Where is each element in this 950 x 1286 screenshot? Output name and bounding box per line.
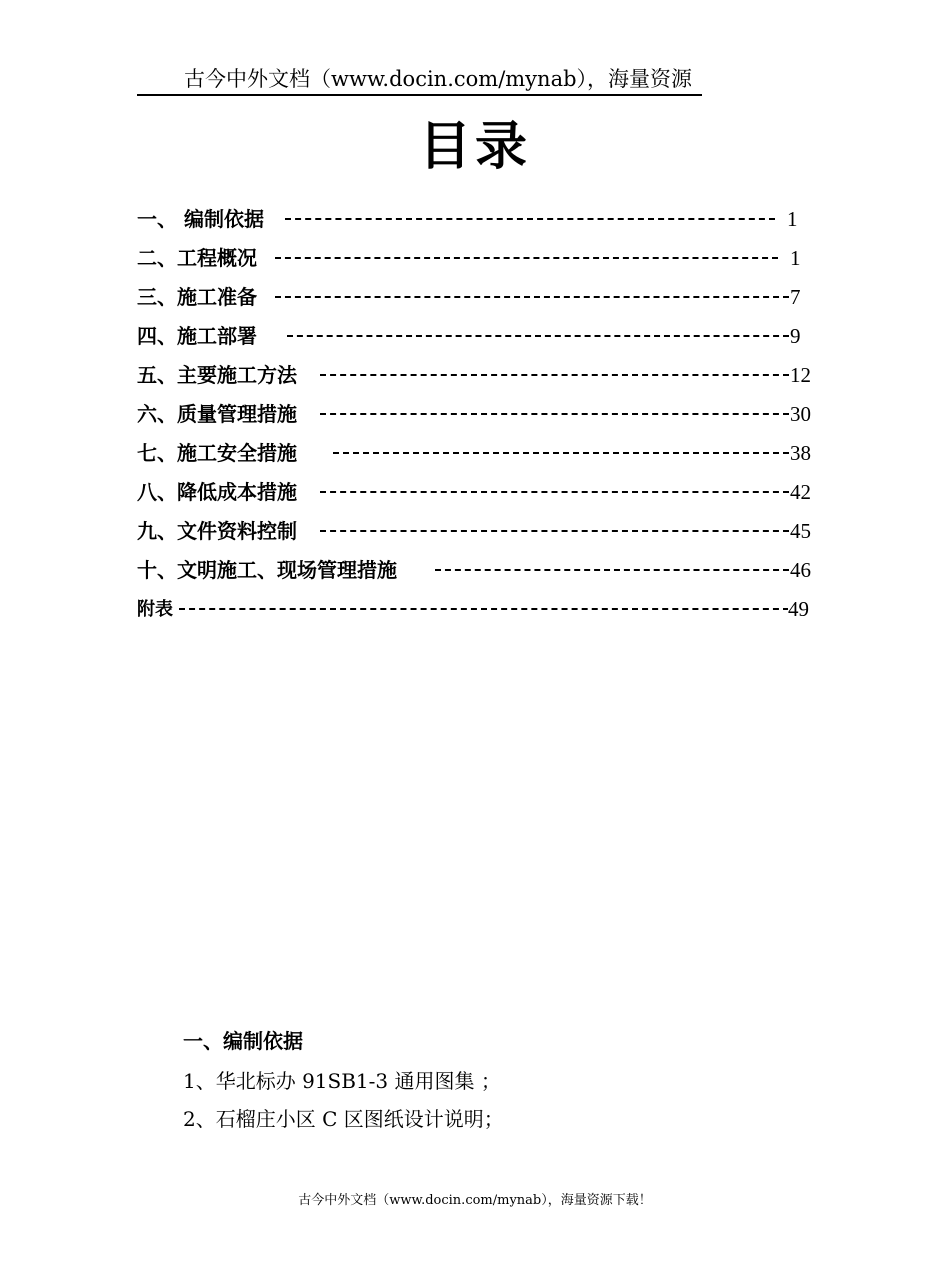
toc-entry-page: 12	[790, 356, 811, 395]
toc-entry[interactable]	[137, 590, 817, 629]
toc-entry-label: 九、文件资料控制	[137, 512, 299, 551]
toc-entry[interactable]	[137, 434, 817, 473]
toc-leader	[320, 491, 789, 493]
toc-entry-label: 附表	[137, 590, 175, 629]
toc-leader	[275, 257, 778, 259]
toc-entry-label: 四、施工部署	[137, 317, 259, 356]
section-heading: 一、编制依据	[183, 1029, 303, 1053]
header-text: 古今中外文档（www.docin.com/mynab），海量资源	[184, 67, 693, 91]
toc-leader	[287, 335, 789, 337]
toc-leader	[333, 452, 789, 454]
toc-entry[interactable]	[137, 239, 817, 278]
toc-entry-page: 45	[790, 512, 811, 551]
toc-entry-page: 38	[790, 434, 811, 473]
toc-leader	[285, 218, 775, 220]
toc-entry-label: 一、 编制依据	[137, 200, 266, 239]
toc-leader	[435, 569, 789, 571]
toc-entry-page: 30	[790, 395, 811, 434]
document-title: 目录	[418, 117, 531, 177]
basis-item: 1、华北标办 91SB1-3 通用图集 ；	[183, 1069, 501, 1093]
toc-entry-label: 七、施工安全措施	[137, 434, 299, 473]
toc-entry[interactable]	[137, 473, 817, 512]
toc-entry[interactable]	[137, 200, 817, 239]
toc-entry-page: 49	[788, 590, 809, 629]
basis-item: 2、石榴庄小区 C 区图纸设计说明；	[183, 1107, 504, 1131]
toc-entry-label: 十、文明施工、现场管理措施	[137, 551, 399, 590]
toc-entry-label: 六、质量管理措施	[137, 395, 299, 434]
toc-entry[interactable]	[137, 512, 817, 551]
toc-leader	[320, 374, 789, 376]
toc-entry-label: 五、主要施工方法	[137, 356, 299, 395]
toc-entry-page: 7	[790, 278, 801, 317]
toc-entry-page: 1	[790, 239, 801, 278]
toc-entry[interactable]	[137, 551, 817, 590]
toc-leader	[320, 413, 789, 415]
toc-entry[interactable]	[137, 278, 817, 317]
toc-leader	[320, 530, 789, 532]
table-of-contents	[137, 200, 817, 629]
toc-leader	[179, 608, 789, 610]
toc-entry[interactable]	[137, 356, 817, 395]
toc-entry-label: 二、工程概况	[137, 239, 259, 278]
toc-entry[interactable]	[137, 317, 817, 356]
toc-entry-page: 42	[790, 473, 811, 512]
toc-entry[interactable]	[137, 395, 817, 434]
toc-entry-label: 八、降低成本措施	[137, 473, 299, 512]
page-header	[137, 64, 702, 96]
toc-entry-page: 9	[790, 317, 801, 356]
toc-entry-label: 三、施工准备	[137, 278, 259, 317]
page-footer: 古今中外文档（www.docin.com/mynab），海量资源下载！	[298, 1193, 652, 1208]
toc-entry-page: 46	[790, 551, 811, 590]
toc-entry-page: 1	[787, 200, 798, 239]
toc-leader	[275, 296, 789, 298]
